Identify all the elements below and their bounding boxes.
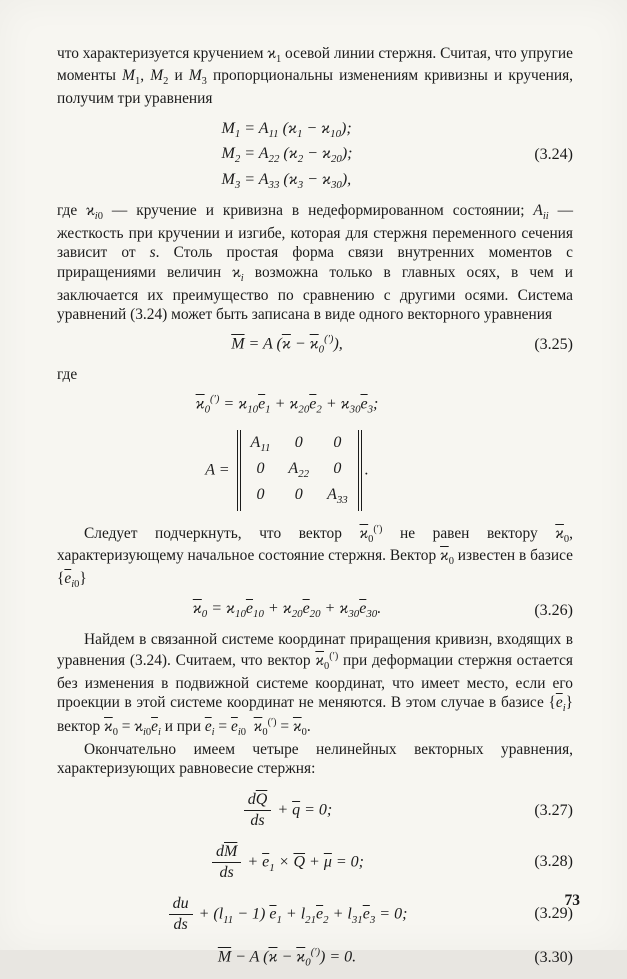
equation-3-27 [57, 791, 573, 831]
equation-body: $\frac{d\overline{M}}{ds}$ + $\overline{e}_1 \times \overline{Q} + \overline{\mu} = 0$; [57, 843, 517, 883]
text-column [57, 44, 573, 979]
equation-body: $\frac{d\overline{Q}}{ds}$ + $\overline{q} = 0$; [57, 791, 517, 831]
equation-3-24 [57, 117, 573, 194]
paragraph-naidem: Найдем в связанной системе координат приращения кривизн, входящих в уравнения (3.24). Считаем, что вектор $\overline{ϰ}_0^{(')}$ при деформации стержня остается без изменения в подвижной системе координат, что имеет место, если его проекции в этой системе координат не меняются. В этом случае в базисе $\{\overline{e}_i\}$ вектор $\overline{ϰ}_0 = ϰ_{i0}\overline{e}_i$ и при $\overline{e}_i = \overline{e}_{i0}$ $\overline{ϰ}_0^{(')} = \overline{ϰ}_0$. [57, 631, 573, 739]
paragraph-okonchatelno: Окончательно имеем четыре нелинейных векторных уравнения, характеризующих равновесие стержня: [57, 740, 573, 778]
equation-3-25 [57, 333, 573, 357]
equation-number: (3.25) [534, 335, 573, 353]
equation-3-26 [57, 599, 573, 622]
page-number: 73 [564, 892, 580, 909]
equation-3-28 [57, 843, 573, 883]
equation-number: (3.26) [534, 601, 573, 619]
equation-number: (3.28) [534, 853, 573, 871]
equation-number: (3.27) [534, 801, 573, 819]
equation-body: $\overline{M} - A$ $(\overline{ϰ} - \overline{ϰ}_0^{(')}) = 0$. [217, 947, 357, 969]
equation-number: (3.24) [534, 145, 573, 163]
equation-3-30 [57, 946, 573, 970]
equation-number: (3.30) [534, 949, 573, 967]
equation-matrix-a [57, 430, 573, 511]
equation-body: A = $A_{11}$ 0 0 0 $A_{22}$ 0 0 0 $A_{33}$ . [57, 430, 517, 511]
paragraph-sleduet: Следует подчеркнуть, что вектор $\overline{ϰ}_0^{(')}$ не равен вектору $\overline{ϰ}_0$, характеризующему начальное состояние стержня. Вектор $\overline{ϰ}_0$ известен в базисе $\{\overline{e}_{i0}\}$ [57, 523, 573, 590]
paragraph-gde-explanation: где $ϰ_{i0}$ — кручение и кривизна в недеформированном состоянии; $A_{ii}$ — жесткость при кручении и изгибе, которая для стержня переменного сечения зависит от s. Столь простая форма связи внутренних моментов с приращениями величин $ϰ_i$ возможна только в главных осях, в чем и заключается их преимущество по сравнению с другими осями. Система уравнений (3.24) может быть записана в виде одного векторного уравнения [57, 202, 573, 324]
equation-body: $\frac{du}{ds}$ + $(l_{11} - 1) \overline{e}_1 + l_{21}\overline{e}_2 + l_{31}\overline{e}_3 = 0$; [57, 895, 517, 935]
equation-body: $M_1 = A_{11}$ $(ϰ_1 - ϰ_{10})$; $M_2 = A_{22}$ $(ϰ_2 - ϰ_{20})$; $M_3 = A_{33}$ $(ϰ_3 - ϰ_{30})$, [221, 119, 353, 191]
equation-3-29 [57, 895, 573, 935]
paragraph-gde: где [57, 366, 78, 384]
paragraph-continuation: что характеризуется кручением $ϰ_1$ осевой линии стержня. Считая, что упругие моменты $M_1$, $M_2$ и $M_3$ пропорциональны изменениям кривизны и кручения, получим три уравнения [57, 45, 573, 107]
equation-number: (3.29) [534, 905, 573, 923]
equation-body: $\overline{ϰ}_0^{(')} = ϰ_{10}\overline{e}_1 + ϰ_{20}\overline{e}_2 + ϰ_{30}\overline{e}_3$; [195, 394, 379, 416]
equation-kappa0-definition [57, 393, 573, 417]
equation-body: $\overline{ϰ}_0 = ϰ_{10}\overline{e}_{10} + ϰ_{20}\overline{e}_{20} + ϰ_{30}\overline{e}_{30}$. [192, 600, 382, 621]
equation-body: $\overline{M} = A$ $(\overline{ϰ} - \overline{ϰ}_0^{(')})$, [231, 333, 343, 356]
